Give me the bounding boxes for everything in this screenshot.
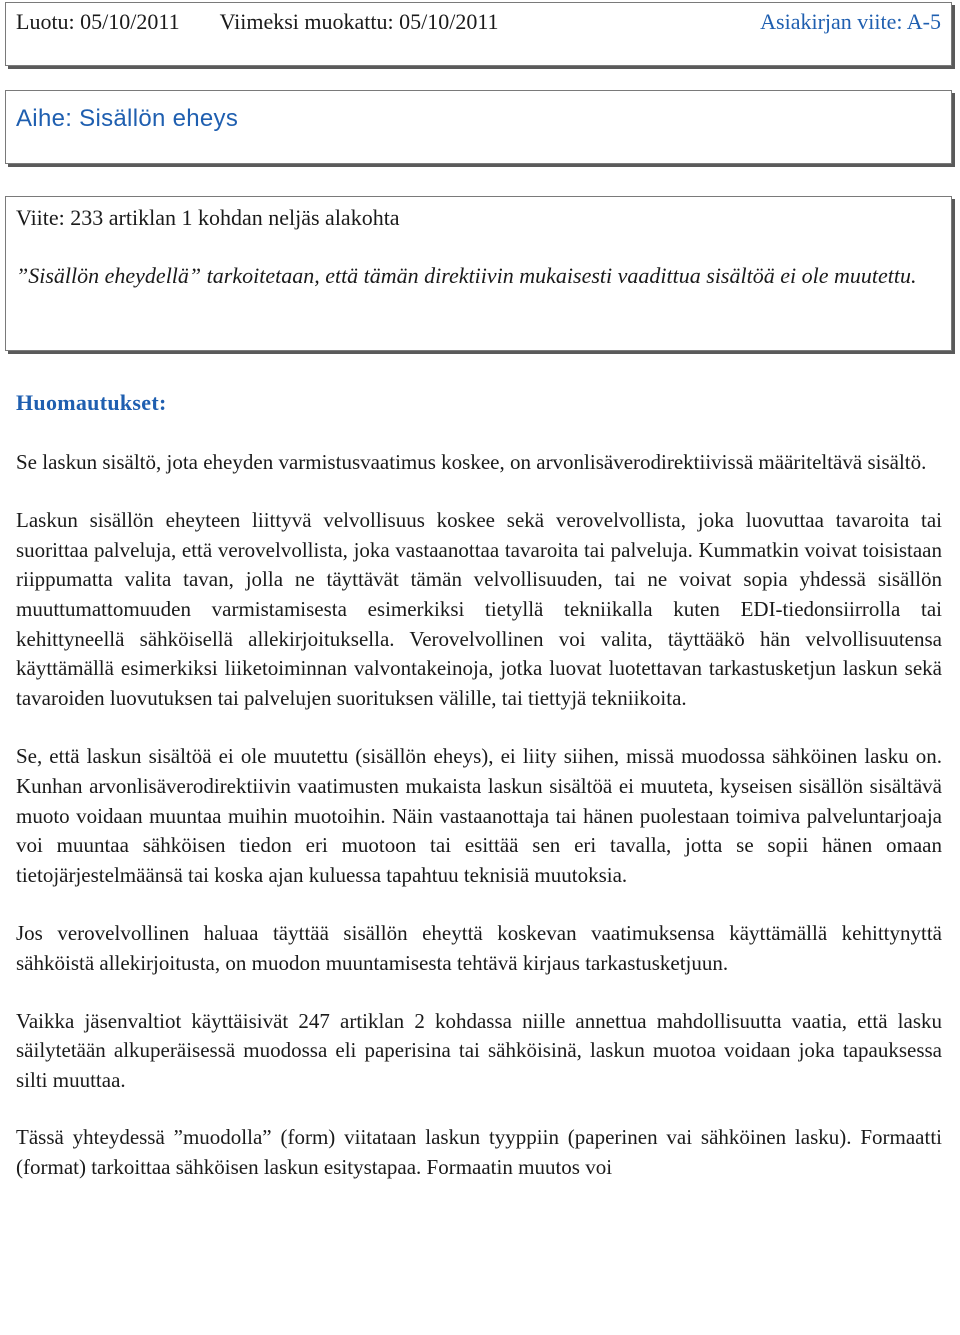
- reference-box: [5, 196, 952, 351]
- notes-paragraph: Vaikka jäsenvaltiot käyttäisivät 247 artiklan 2 kohdassa niille annettua mahdollisuutta vaatia, että lasku säilytetään alkuperäisessä muodossa eli paperisina tai sähköisinä, laskun muotoa voidaan joka tapauksessa silti muuttaa.: [16, 1008, 942, 1092]
- notes-paragraph: Se laskun sisältö, jota eheyden varmistusvaatimus koskee, on arvonlisäverodirektiivissä määriteltävä sisältö.: [16, 449, 927, 474]
- document-header: [5, 2, 952, 66]
- notes-paragraph: Tässä yhteydessä ”muodolla” (form) viitataan laskun tyyppiin (paperinen vai sähköinen lasku). Formaatti (format) tarkoittaa sähköisen laskun esitystapaa. Formaatin muutos voi: [16, 1125, 942, 1179]
- subject-title: Aihe: Sisällön eheys: [16, 105, 239, 132]
- notes-paragraph: Se, että laskun sisältöä ei ole muutettu (sisällön eheys), ei liity siihen, missä muodossa sähköinen lasku on. Kunhan arvonlisäverodirektiivin vaatimusten mukaista laskun sisältöä ei muuteta, kyseisen sisällön sisältävä muoto voidaan muuntaa muihin muotoihin. Näin vastaanottaja tai hänen puolestaan toimiva palveluntarjoaja voi muuntaa sähköisen tiedon eri muotoon tai esittää sen eri tavalla, jotta se sopii hänen omaan tietojärjestelmäänsä tai koska ajan kuluessa tapahtuu teknisiä muutoksia.: [16, 744, 942, 887]
- document-reference: Asiakirjan viite: A-5: [760, 9, 941, 34]
- modified-date: Viimeksi muokattu: 05/10/2011: [219, 9, 499, 34]
- created-date: Luotu: 05/10/2011: [16, 9, 180, 34]
- reference-line: Viite: 233 artiklan 1 kohdan neljäs alakohta: [16, 205, 400, 230]
- definition-text: ”Sisällön eheydellä” tarkoitetaan, että tämän direktiivin mukaisesti vaadittua sisältöä ei ole muutettu.: [16, 263, 917, 288]
- notes-heading: Huomautukset:: [16, 390, 167, 415]
- notes-section: [16, 388, 942, 1211]
- subject-box: [5, 90, 952, 164]
- notes-paragraph: Laskun sisällön eheyteen liittyvä velvollisuus koskee sekä verovelvollista, joka luovuttaa tavaroita tai suorittaa palveluja, että verovelvollista, joka vastaanottaa tavaroita tai palveluja. Kummatkin voivat toisistaan riippumatta valita tavan, jolla ne täyttävät tämän velvollisuuden, tai ne voivat sopia yhdessä sisällön muuttumattomuuden varmistamisesta esimerkiksi tietyllä tekniikalla kuten EDI-tiedonsiirrolla tai kehittyneellä sähköisellä allekirjoituksella. Verovelvollinen voi valita, täyttääkö hän velvollisuutensa käyttämällä esimerkiksi liiketoiminnan valvontakeinoja, jotka luovat luotettavan tarkastusketjun laskun sekä tavaroiden luovutuksen tai palvelujen suorituksen välille, tai tiettyjä tekniikoita.: [16, 508, 942, 710]
- notes-paragraph: Jos verovelvollinen haluaa täyttää sisällön eheyttä koskevan vaatimuksensa käyttämällä kehittynyttä sähköistä allekirjoitusta, on muodon muuntamisesta tehtävä kirjaus tarkastusketjuun.: [16, 921, 942, 975]
